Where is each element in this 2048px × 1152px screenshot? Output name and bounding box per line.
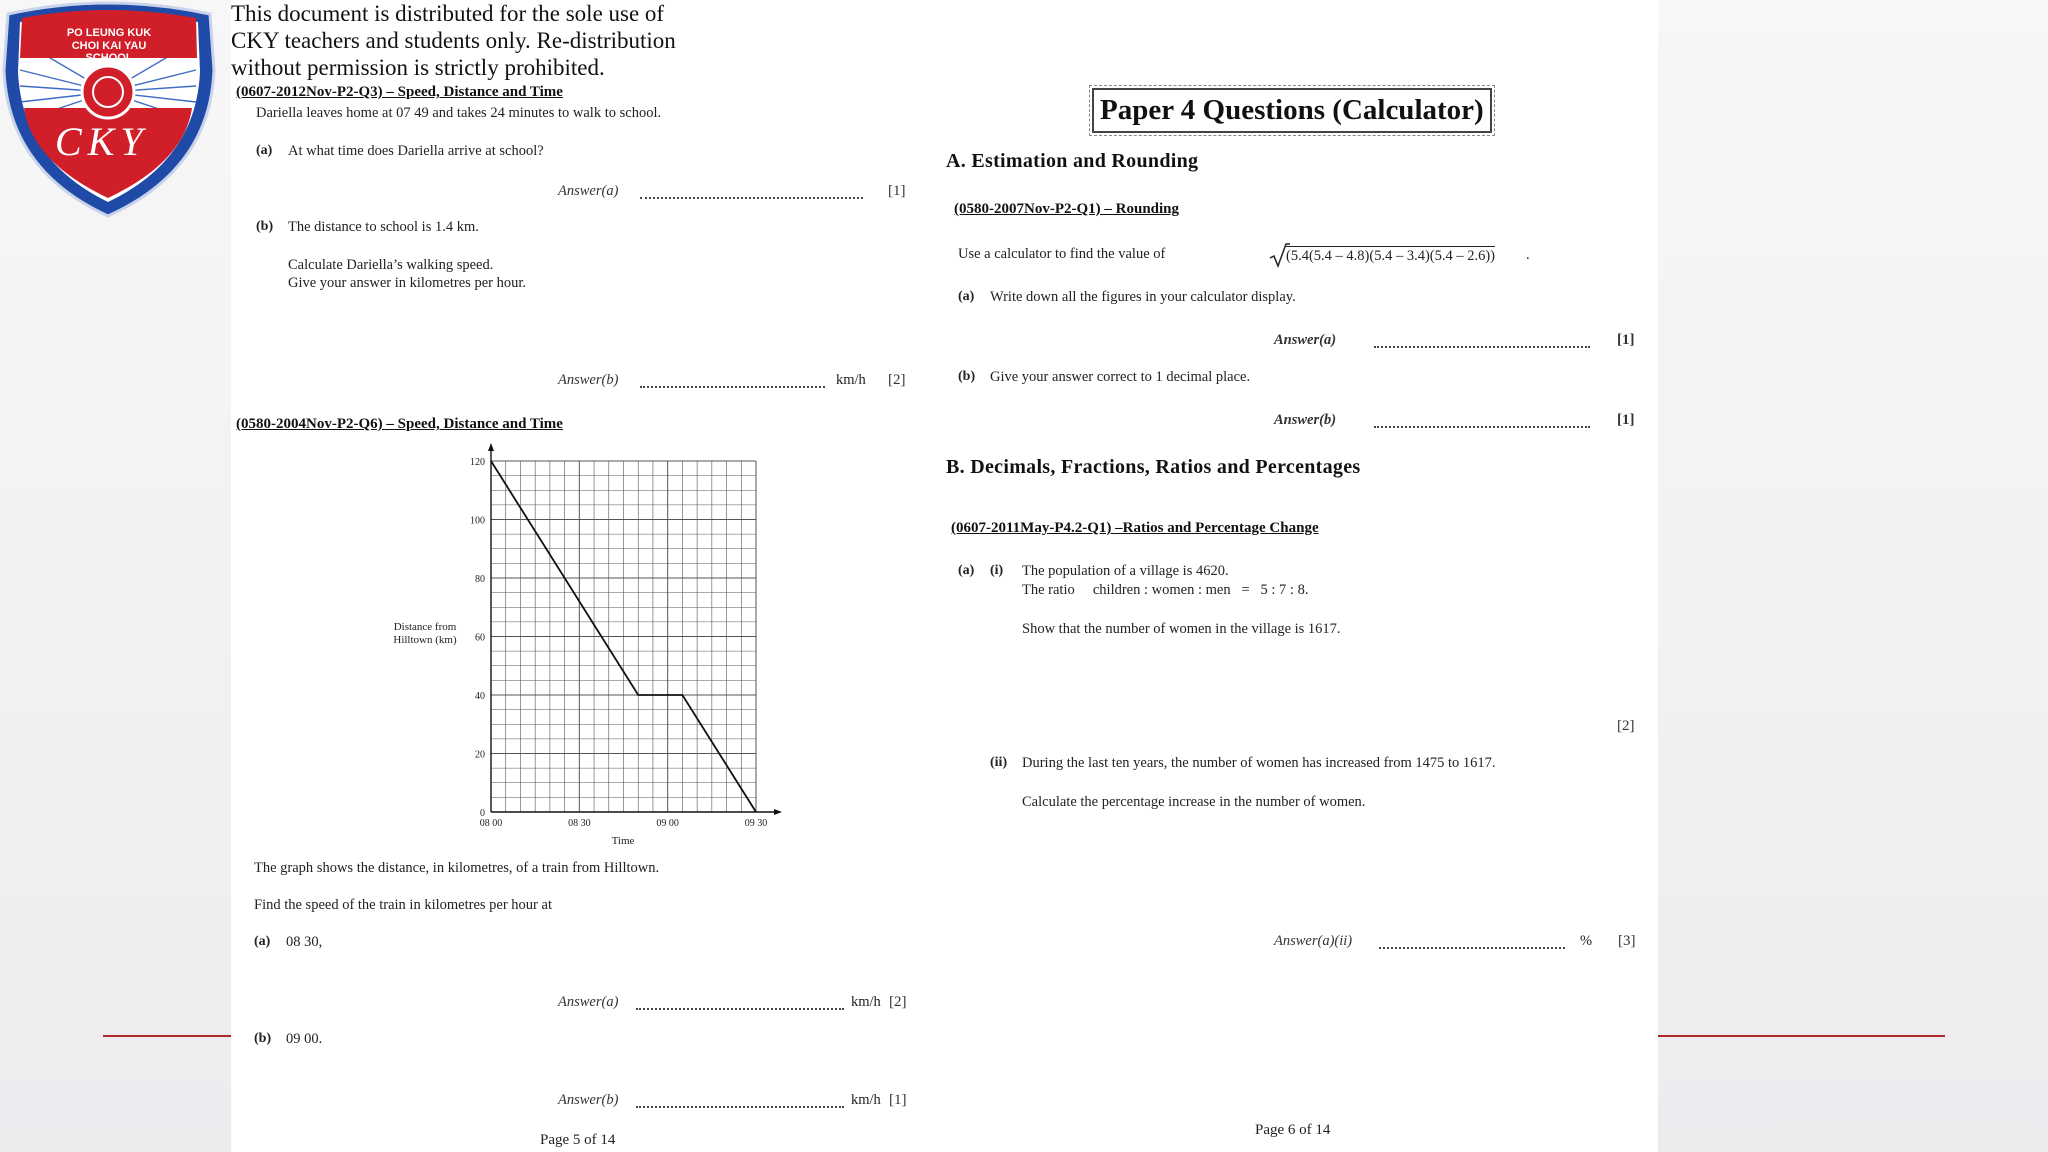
- notice-line-2: CKY teachers and students only. Re-distribution: [231, 28, 676, 53]
- distance-time-graph: [380, 440, 800, 850]
- q3-formula-end: .: [1526, 247, 1530, 263]
- q3a-mark: [1]: [1617, 332, 1635, 348]
- q1b-mark: [2]: [888, 372, 906, 388]
- page-6-number: Page 6 of 14: [1255, 1122, 1331, 1138]
- q4aii-mark: [3]: [1618, 933, 1636, 949]
- q1a-mark: [1]: [888, 183, 906, 199]
- q4ai-mark: [2]: [1617, 718, 1635, 734]
- q4ai-text-2: The ratio children : women : men = 5 : 7 : 8.: [1022, 582, 1309, 598]
- q2-heading: (0580-2004Nov-P2-Q6) – Speed, Distance and Time: [236, 416, 563, 432]
- q2b-mark: [1]: [889, 1092, 907, 1108]
- y-tick-label: 120: [470, 457, 485, 468]
- q2a-mark: [2]: [889, 994, 907, 1010]
- q1b-text-3: Give your answer in kilometres per hour.: [288, 275, 526, 291]
- q2a-answer-field[interactable]: [636, 1008, 844, 1010]
- notice-line-1: This document is distributed for the sole use of: [231, 1, 665, 26]
- y-tick-label: 100: [470, 515, 485, 527]
- q3a-label: (a): [958, 289, 975, 304]
- x-tick-label: 09 30: [744, 818, 768, 829]
- y-axis-label-line-1: Distance from: [393, 621, 457, 633]
- q1-heading: (0607-2012Nov-P2-Q3) – Speed, Distance and Time: [236, 84, 563, 100]
- q1b-answer-label: Answer(b): [558, 372, 619, 388]
- q4aii-answer-field[interactable]: [1379, 947, 1565, 949]
- q2b-text: 09 00.: [286, 1031, 323, 1047]
- q4ai-label: (i): [990, 563, 1004, 578]
- q2-description: The graph shows the distance, in kilometres, of a train from Hilltown.: [254, 860, 660, 876]
- q1a-answer-field[interactable]: [640, 197, 863, 199]
- q1b-text-2: Calculate Dariella’s walking speed.: [288, 257, 494, 273]
- page-5-number: Page 5 of 14: [540, 1132, 616, 1148]
- school-crest-icon: [0, 0, 218, 218]
- q3b-label: (b): [958, 369, 976, 384]
- q2b-label: (b): [254, 1031, 272, 1046]
- y-tick-label: 0: [480, 808, 485, 819]
- y-tick-label: 80: [475, 574, 485, 585]
- q4ai-text-1: The population of a village is 4620.: [1022, 563, 1229, 579]
- q4aii-label: (ii): [990, 755, 1008, 770]
- q3-formula-radicand: (5.4(5.4 – 4.8)(5.4 – 3.4)(5.4 – 2.6)): [1286, 248, 1496, 264]
- q3a-answer-field[interactable]: [1374, 346, 1590, 348]
- q2b-answer-label: Answer(b): [558, 1092, 619, 1108]
- q3b-answer-field[interactable]: [1374, 426, 1590, 428]
- q1a-text: At what time does Dariella arrive at school?: [288, 143, 544, 159]
- x-tick-label: 08 30: [568, 818, 591, 829]
- q3-intro: Use a calculator to find the value of: [958, 246, 1166, 262]
- q1-intro: Dariella leaves home at 07 49 and takes 24 minutes to walk to school.: [256, 105, 662, 121]
- x-axis-label: Time: [611, 835, 635, 847]
- q2b-unit: km/h: [851, 1092, 881, 1108]
- crest-line-1: PO LEUNG KUK: [66, 27, 152, 39]
- q3-heading: (0580-2007Nov-P2-Q1) – Rounding: [954, 201, 1180, 217]
- q2-find: Find the speed of the train in kilometres per hour at: [254, 897, 552, 913]
- distance-time-chart: [380, 440, 800, 850]
- y-axis-arrow-icon: [488, 443, 494, 451]
- crest-line-3: SCHOOL: [85, 52, 133, 64]
- x-tick-label: 09 00: [656, 818, 679, 829]
- q4aii-text-2: Calculate the percentage increase in the number of women.: [1022, 794, 1366, 810]
- distribution-notice: [231, 0, 751, 81]
- y-tick-label: 20: [475, 749, 485, 761]
- slide-divider-right: [1658, 1035, 1945, 1037]
- q2a-label: (a): [254, 934, 271, 949]
- q1b-unit: km/h: [836, 372, 866, 388]
- crest-monogram: CKY: [55, 119, 149, 164]
- q4ai-text-3: Show that the number of women in the village is 1617.: [1022, 621, 1341, 637]
- y-tick-label: 60: [475, 632, 485, 644]
- q2a-unit: km/h: [851, 994, 881, 1010]
- x-tick-label: 08 00: [479, 818, 503, 829]
- section-a-heading: A. Estimation and Rounding: [946, 150, 1199, 172]
- crest-line-2: CHOI KAI YAU: [71, 40, 147, 52]
- q3a-answer-label: Answer(a): [1274, 332, 1337, 348]
- q1b-text: The distance to school is 1.4 km.: [288, 219, 479, 235]
- q1a-answer-label: Answer(a): [558, 183, 619, 199]
- y-axis-label-line-2: Hilltown (km): [393, 634, 457, 646]
- q4-heading: (0607-2011May-P4.2-Q1) –Ratios and Percentage Change: [951, 520, 1319, 536]
- notice-line-3: without permission is strictly prohibited.: [231, 55, 605, 80]
- section-b-heading: B. Decimals, Fractions, Ratios and Percentages: [946, 456, 1361, 478]
- q2a-answer-label: Answer(a): [558, 994, 619, 1010]
- q4a-label: (a): [958, 563, 975, 578]
- x-axis-arrow-icon: [774, 809, 782, 815]
- q3b-mark: [1]: [1617, 412, 1635, 428]
- q1a-label: (a): [256, 143, 273, 158]
- q3b-text: Give your answer correct to 1 decimal place.: [990, 369, 1251, 385]
- q1b-label: (b): [256, 219, 274, 234]
- q4aii-text-1: During the last ten years, the number of women has increased from 1475 to 1617.: [1022, 755, 1496, 771]
- slide-divider-left: [103, 1035, 233, 1037]
- q2b-answer-field[interactable]: [636, 1106, 844, 1108]
- q4aii-answer-label: Answer(a)(ii): [1274, 933, 1353, 949]
- q3a-text: Write down all the figures in your calculator display.: [990, 289, 1296, 305]
- q4aii-unit: %: [1580, 933, 1593, 949]
- q1b-answer-field[interactable]: [640, 386, 825, 388]
- q2a-text: 08 30,: [286, 934, 323, 950]
- y-tick-label: 40: [475, 691, 485, 702]
- q3b-answer-label: Answer(b): [1274, 412, 1337, 428]
- page-title: Paper 4 Questions (Calculator): [1092, 88, 1492, 133]
